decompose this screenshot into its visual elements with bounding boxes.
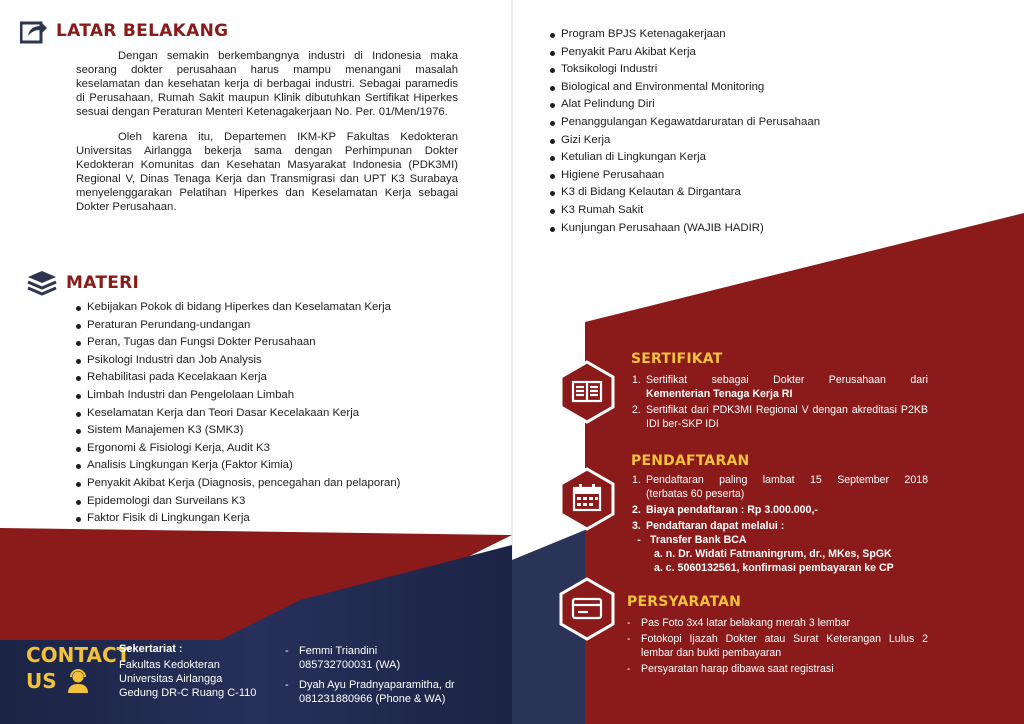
share-arrow-icon xyxy=(20,18,48,44)
list-item: Epidemologi dan Surveilans K3 xyxy=(75,493,400,511)
list-item: K3 Rumah Sakit xyxy=(549,202,820,220)
latar-title: LATAR BELAKANG xyxy=(56,21,229,41)
pendaftaran-title: PENDAFTARAN xyxy=(631,453,750,469)
list-item: Peran, Tugas dan Fungsi Dokter Perusahaan xyxy=(75,334,400,352)
persyaratan-item-1: Pas Foto 3x4 latar belakang merah 3 lembar xyxy=(641,617,851,629)
persyaratan-title: PERSYARATAN xyxy=(627,594,742,610)
list-dash: - xyxy=(285,679,289,691)
list-item: Alat Pelindung Diri xyxy=(549,96,820,114)
secretariat-line-3: Gedung DR-C Ruang C-110 xyxy=(119,687,257,699)
contact-secretariat xyxy=(119,642,256,700)
list-number: 1. xyxy=(632,374,641,386)
secretariat-line-2: Universitas Airlangga xyxy=(119,673,223,685)
list-number: 3. xyxy=(632,520,641,532)
pendaftaran-badge xyxy=(558,467,616,531)
list-dash: - xyxy=(627,617,631,629)
persyaratan-badge xyxy=(558,577,616,641)
sertifikat-item-1-bold: Kementerian Tenaga Kerja RI xyxy=(646,388,793,400)
list-item: Penanggulangan Kegawatdaruratan di Perusahaan xyxy=(549,114,820,132)
list-dash: - xyxy=(627,633,631,645)
materi-list-left xyxy=(75,299,400,528)
contact-title xyxy=(26,642,130,694)
sertifikat-item-2: Sertifikat dari PDK3MI Regional V dengan akreditasi P2KB IDI ber-SKP IDI xyxy=(646,404,928,430)
list-item: Peraturan Perundang-undangan xyxy=(75,317,400,335)
pendaftaran-account-name: a. n. Dr. Widati Fatmaningrum, dr., MKes, SpGK xyxy=(654,548,892,560)
contact-persons xyxy=(285,644,485,706)
list-item: Program BPJS Ketenagakerjaan xyxy=(549,26,820,44)
list-item: Gizi Kerja xyxy=(549,132,820,150)
list-item: Ergonomi & Fisiologi Kerja, Audit K3 xyxy=(75,440,400,458)
pendaftaran-item-2: Biaya pendaftaran : Rp 3.000.000,- xyxy=(646,504,818,516)
sertifikat-badge xyxy=(558,360,616,424)
contact-title-line-1: CONTACT xyxy=(26,643,131,667)
sertifikat-body xyxy=(632,373,928,431)
list-item: Toksikologi Industri xyxy=(549,61,820,79)
list-item: Penyakit Paru Akibat Kerja xyxy=(549,44,820,62)
list-item: Ketulian di Lingkungan Kerja xyxy=(549,149,820,167)
persyaratan-item-2: Fotokopi Ijazah Dokter atau Surat Keterangan Lulus 2 lembar dan bukti pembayaran xyxy=(641,633,928,659)
list-item: Sistem Manajemen K3 (SMK3) xyxy=(75,422,400,440)
sertifikat-title: SERTIFIKAT xyxy=(631,351,723,367)
list-item: Higiene Perusahaan xyxy=(549,167,820,185)
contact-title-line-2: US xyxy=(26,669,57,693)
list-dash: - xyxy=(285,645,289,657)
latar-paragraph-2: Oleh karena itu, Departemen IKM-KP Fakultas Kedokteran Universitas Airlangga bekerja sama dengan Perhimpunan Dokter Kedokteran Komunitas dan Kesehatan Masyarakat Indonesia (PDK3MI) Regional V, Dinas Tenaga Kerja dan Transmigrasi dan UPT K3 Surabaya menyelenggarakan Pelatihan Hiperkes dan Keselamatan Kerja sebagai Dokter Perusahaan. xyxy=(76,131,458,213)
contact-person-2-name: Dyah Ayu Pradnyaparamitha, dr xyxy=(299,679,455,691)
list-item: Limbah Industri dan Pengelolaan Limbah xyxy=(75,387,400,405)
latar-paragraph-1: Dengan semakin berkembangnya industri di Indonesia maka seorang dokter perusahaan harus mampu menangani masalah keselamatan dan kesehatan kerja di berbagai industri. Sebagai paramedis di Perusahaan, Rumah Sakit maupun Klinik dibutuhkan Sertifikat Hiperkes sesuai dengan Peraturan Menteri Ketenagakerjaan No. Per. 01/Men/1976. xyxy=(76,50,458,118)
pendaftaran-item-1: Pendaftaran paling lambat 15 September 2018 xyxy=(646,474,928,486)
materi-list-right xyxy=(549,26,820,237)
pendaftaran-account-number: a. c. 5060132561, konfirmasi pembayaran ke CP xyxy=(654,562,894,574)
list-item: K3 di Bidang Kelautan & Dirgantara xyxy=(549,184,820,202)
latar-header xyxy=(20,18,228,44)
secretariat-label: Sekertariat : xyxy=(119,643,183,655)
sertifikat-item-1: Sertifikat sebagai Dokter Perusahaan dari xyxy=(646,374,928,386)
list-number: 2. xyxy=(632,404,641,416)
list-item: Kunjungan Perusahaan (WAJIB HADIR) xyxy=(549,220,820,238)
materi-title: MATERI xyxy=(66,273,140,293)
list-dash: - xyxy=(627,663,631,675)
pendaftaran-bank: Transfer Bank BCA xyxy=(650,534,747,546)
list-item: Keselamatan Kerja dan Teori Dasar Kecelakaan Kerja xyxy=(75,405,400,423)
contact-person-1-name: Femmi Triandini xyxy=(299,645,378,657)
list-item: Analisis Lingkungan Kerja (Faktor Kimia) xyxy=(75,457,400,475)
list-item: Biological and Environmental Monitoring xyxy=(549,79,820,97)
list-item: Penyakit Akibat Kerja (Diagnosis, pencegahan dan pelaporan) xyxy=(75,475,400,493)
latar-body xyxy=(76,49,458,225)
headset-user-icon xyxy=(65,668,91,694)
list-dash: - xyxy=(637,534,641,546)
persyaratan-item-3: Persyaratan harap dibawa saat registrasi xyxy=(641,663,834,675)
book-stack-icon xyxy=(26,270,58,296)
pendaftaran-item-1-note: (terbatas 60 peserta) xyxy=(646,488,745,500)
secretariat-line-1: Fakultas Kedokteran xyxy=(119,659,220,671)
persyaratan-body xyxy=(627,616,928,676)
materi-header xyxy=(26,270,139,296)
list-item: Faktor Fisik di Lingkungan Kerja xyxy=(75,510,400,528)
contact-person-1-phone: 085732700031 (WA) xyxy=(299,659,401,671)
list-item: Psikologi Industri dan Job Analysis xyxy=(75,352,400,370)
list-number: 1. xyxy=(632,474,641,486)
list-number: 2. xyxy=(632,504,641,516)
contact-person-2-phone: 081231880966 (Phone & WA) xyxy=(299,693,446,705)
list-item: Kebijakan Pokok di bidang Hiperkes dan Keselamatan Kerja xyxy=(75,299,400,317)
list-item: Rehabilitasi pada Kecelakaan Kerja xyxy=(75,369,400,387)
pendaftaran-body xyxy=(632,473,928,575)
pendaftaran-item-3: Pendaftaran dapat melalui : xyxy=(646,520,785,532)
